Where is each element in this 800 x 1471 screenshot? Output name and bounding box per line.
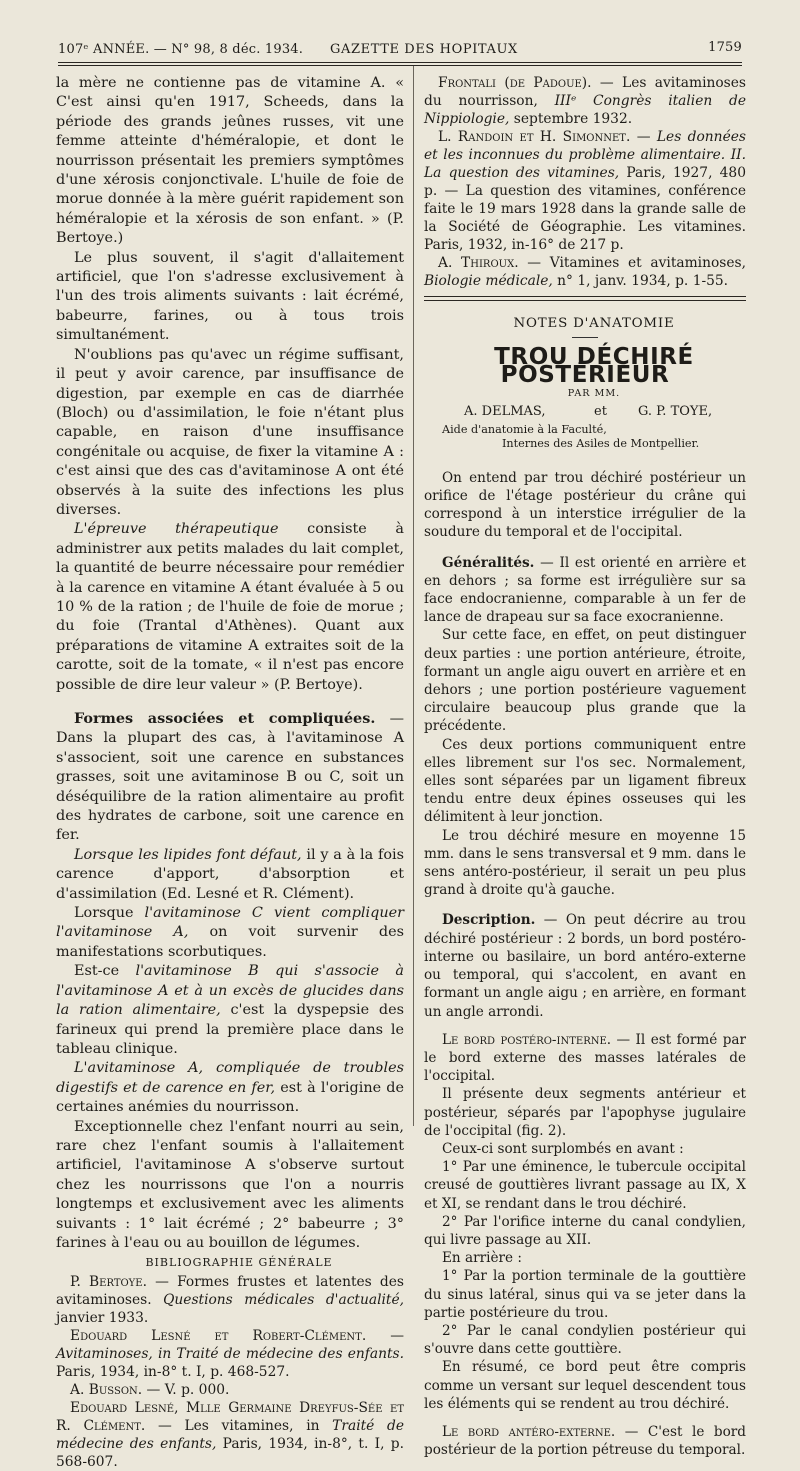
section-label: NOTES D'ANATOMIE — [513, 316, 675, 331]
bib-author: Edouard Lesné et Robert-Clément. — [70, 1327, 367, 1344]
text: — Il est orienté en arrière et en dehors ; sa forme est irrégulière sur sa face endocranienne, comparable à un fer de lance de drapeau sur sa face exocranienne. — [424, 554, 746, 626]
subheading: Le bord antéro-externe. — [442, 1423, 616, 1440]
bibliography-list — [56, 1273, 404, 1471]
bib-entry — [56, 1399, 404, 1471]
text: on voit survenir des manifestations scorbutiques. — [56, 924, 405, 960]
bib-author: L. Randoin et H. Simonnet. — [438, 129, 631, 145]
paragraph: la mère ne contienne pas de vitamine A. « C'est ainsi qu'en 1917, Scheeds, dans la période des grands jeûnes russes, vit une femme atteinte d'héméralopie, et dont le nourrisson présentait les premiers symptômes d'une xérosis conjonctivale. L'huile de foie de morue donnée à la mère guérit rapidement son héméralopie et la xérosis de son enfant. » (P. Bertoye.) — [56, 75, 404, 247]
author-name: G. P. TOYE, — [638, 403, 713, 419]
header-rule-2 — [58, 65, 742, 66]
bib-text: — Les avitaminoses du nourrisson, — [424, 75, 746, 109]
paragraph: Ces deux portions communiquent entre elles librement sur l'os sec. Normalement, elles sont séparées par un ligament fibreux tendu entre deux épines osseuses qui les délimitent à leur jonction. — [424, 736, 746, 826]
text: — C'est le bord postérieur de la portion pétreuse du temporal. — [424, 1423, 746, 1459]
paragraph: Exceptionnelle chez l'enfant nourri au sein, rare chez l'enfant soumis à l'allaitement artificiel, l'avitaminose A s'observe surtout chez les nourrissons que l'on a nourris longtemps et exclusivement avec les aliments suivants : 1° lait écrémé ; 2° babeurre ; 3° farines à l'eau ou au bouillon de légumes. — [56, 1118, 404, 1251]
paragraph — [56, 520, 404, 695]
paragraph: Le trou déchiré mesure en moyenne 15 mm. dans le sens transversal et 9 mm. dans le sens antéro-postérieur, il serait un peu plus grand à droite qu'à gauche. — [424, 827, 746, 899]
bib-entry — [56, 1327, 404, 1381]
paragraph: Ceux-ci sont surplombés en avant : — [442, 1140, 684, 1157]
bib-title: Traité de médecine des enfants, — [56, 1417, 404, 1452]
text: Lorsque — [74, 905, 145, 922]
left-column — [56, 74, 404, 1471]
paragraph — [424, 911, 746, 1020]
paragraph: 1° Par une éminence, le tubercule occipital creusé de gouttières livrant passage au IX, X et XI, se rendant dans le trou déchiré. — [424, 1159, 746, 1212]
bib-author: Edouard Lesné, Mlle Germaine Dreyfus-Sée et R. Clément. — [56, 1399, 404, 1434]
italic-phrase: Lorsque les lipides font défaut, — [74, 846, 302, 863]
paragraph: On entend par trou déchiré postérieur un orifice de l'étage postérieur du crâne qui correspond à un interstice irrégulier de la soudure du temporal et de l'occipital. — [424, 469, 746, 541]
subheading: Généralités. — [442, 554, 535, 571]
bib-text: — Vitamines et avitaminoses, — [518, 255, 746, 271]
paragraph — [56, 1059, 404, 1117]
bib-text: janvier 1933. — [56, 1309, 149, 1326]
bib-text: — V. p. 000. — [142, 1381, 230, 1398]
paragraph — [424, 554, 746, 627]
article-title: TROU DÉCHIRÉ POSTÉRIEUR — [494, 344, 694, 389]
authors-line — [424, 403, 746, 423]
author-affiliation: Aide d'anatomie à la Faculté, — [442, 422, 607, 436]
bib-title: Avitaminoses, in Traité de médecine des enfants. — [56, 1345, 404, 1362]
page-number: 1759 — [708, 40, 742, 55]
bib-author: Frontali (de Padoue). — [438, 75, 592, 91]
paragraph: Le plus souvent, il s'agit d'allaitement artificiel, que l'on s'adresse exclusivement à l'un des trois aliments suivants : lait écrémé, babeurre, farines, ou à tous trois simultanément. — [56, 249, 404, 344]
bib-author: A. Busson. — [70, 1381, 143, 1398]
paragraph: N'oublions pas qu'avec un régime suffisant, il peut y avoir carence, par insuffisance de digestion, par exemple en cas de diarrhée (Bloch) ou d'assimilation, le foie n'étant plus capable, en raison d'une insuffisance congénitale ou acquise, de fixer la vitamine A : c'est ainsi que des cas d'avitaminose A ont été observés à la suite des infections les plus diverses. — [56, 346, 404, 518]
journal-title: GAZETTE DES HOPITAUX — [330, 42, 518, 57]
text: — Il est formé par le bord externe des masses latérales de l'occipital. — [424, 1031, 746, 1085]
paragraph: Sur cette face, en effet, on peut distinguer deux parties : une portion antérieure, étroite, formant un angle aigu ouvert en arrière et en dehors ; une portion postérieure vaguement circulaire beaucoup plus grande que la précédente. — [424, 627, 746, 735]
paragraph: 1° Par la portion terminale de la gouttière du sinus latéral, sinus qui va se jeter dans la partie postérieure du trou. — [424, 1268, 746, 1321]
bib-title: Biologie médicale, — [424, 273, 553, 289]
paragraph: En arrière : — [442, 1250, 522, 1267]
paragraph — [424, 1423, 746, 1459]
paragraph: Il présente deux segments antérieur et postérieur, séparés par l'apophyse jugulaire de l'occipital (fig. 2). — [424, 1086, 746, 1139]
bibliography-heading: BIBLIOGRAPHIE GÉNÉRALE — [145, 1256, 333, 1270]
subheading: Le bord postéro-interne. — [442, 1031, 612, 1048]
italic-phrase: L'avitaminose A, compliquée de troubles digestifs et de carence en fer, — [56, 1060, 404, 1096]
text: — Dans la plupart des cas, à l'avitaminose A s'associent, soit une carence en substances grasses, soit une avitaminose B ou C, soit un déséquilibre de la ration alimentaire au profit des hydrates de carbone, soit une carence en fer. — [56, 711, 404, 844]
byline-intro: PAR MM. — [567, 387, 621, 399]
paragraph: En résumé, ce bord peut être compris comme un versant sur lequel descendent tous les éléments qui se rendent au trou déchiré. — [424, 1359, 746, 1412]
italic-phrase: L'épreuve thérapeutique — [74, 521, 279, 538]
bib-text: Paris, 1934, in-8°, t. I, p. 568-607. — [56, 1435, 404, 1470]
text: — On peut décrire au trou déchiré postérieur : 2 bords, un bord postéro-interne ou basilaire, un bord antéro-externe ou temporal, qui s'accolent, en avant en formant un angle aigu ; en arrière, en formant un angle arrondi. — [424, 912, 746, 1020]
author-name: A. DELMAS, — [464, 403, 546, 419]
bib-text: n° 1, janv. 1934, p. 1-55. — [552, 273, 729, 289]
paragraph — [56, 846, 404, 904]
subheading: Description. — [442, 912, 536, 929]
bib-entry — [56, 1273, 404, 1327]
bib-title: Les données et les inconnues du problème alimentaire. II. La question des vitamines, — [424, 129, 746, 181]
bib-text: septembre 1932. — [509, 111, 633, 127]
bib-text: Paris, 1927, 480 p. — La question des vitamines, conférence faite le 19 mars 1928 dans la grande salle de la Société de Géographie. Les vitamines. Paris, 1932, in-16° de 217 p. — [424, 165, 746, 253]
subheading: Formes associées et compliquées. — [74, 710, 376, 727]
short-rule — [572, 337, 598, 338]
bib-author: A. Thiroux. — [438, 255, 519, 271]
header-rule — [58, 62, 742, 63]
author-affiliation: Internes des Asiles de Montpellier. — [502, 436, 700, 450]
bib-entry — [424, 128, 746, 254]
bib-title: IIIᵉ Congrès italien de Nippiologie, — [424, 93, 746, 127]
author-conjunction: et — [594, 403, 607, 419]
right-column — [424, 74, 746, 1459]
text: c'est la dyspepsie des farineux qui prend la première place dans le tableau clinique. — [56, 1002, 404, 1057]
bib-entry — [56, 1381, 404, 1399]
paragraph — [56, 962, 404, 1059]
running-header — [58, 36, 742, 60]
column-divider — [413, 66, 414, 1126]
paragraph — [424, 1031, 746, 1086]
text: consiste à administrer aux petits malades du lait complet, la quantité de beurre nécessaire pour remédier à la carence en vitamine A étant évaluée à 5 ou 10 % de la ration ; de l'huile de foie de morue ; du foie (Trantal d'Athènes). Quant aux préparations de vitamine A extraites soit de la carotte, soit de la tomate, « il n'est pas encore possible de dire leur valeur » (P. Bertoye). — [56, 521, 404, 693]
paragraph — [56, 709, 404, 846]
paragraph: 2° Par l'orifice interne du canal condylien, qui livre passage au XII. — [424, 1213, 746, 1248]
bib-text: Paris, 1934, in-8° t. I, p. 468-527. — [56, 1363, 290, 1380]
bib-entry — [424, 74, 746, 128]
italic-phrase: l'avitaminose C vient compliquer l'avitaminose A, — [56, 905, 404, 941]
issue-info: 107ᵉ ANNÉE. — N° 98, 8 déc. 1934. — [58, 42, 304, 57]
paragraph — [56, 904, 404, 962]
bibliography-continued — [424, 74, 746, 290]
text: il y a à la fois carence d'apport, d'absorption et d'assimilation (Ed. Lesné et R. Clément). — [56, 846, 404, 902]
bib-text: — Les vitamines, in — [145, 1417, 333, 1434]
bib-text: — — [630, 129, 657, 145]
italic-phrase: l'avitaminose B qui s'associe à l'avitaminose A et à un excès de glucides dans la ration alimentaire, — [56, 963, 405, 1019]
paragraph: 2° Par le canal condylien postérieur qui s'ouvre dans cette gouttière. — [424, 1322, 746, 1358]
bib-entry — [424, 254, 746, 290]
bib-text: — Formes frustes et latentes des avitaminoses. — [56, 1273, 404, 1308]
bib-author: P. Bertoye. — [70, 1273, 147, 1290]
section-separator — [424, 296, 746, 301]
text: Est-ce — [74, 963, 136, 980]
text: est à l'origine de certaines anémies du nourrisson. — [56, 1079, 404, 1116]
bib-title: Questions médicales d'actualité, — [163, 1291, 404, 1308]
bib-text: — — [366, 1327, 404, 1344]
